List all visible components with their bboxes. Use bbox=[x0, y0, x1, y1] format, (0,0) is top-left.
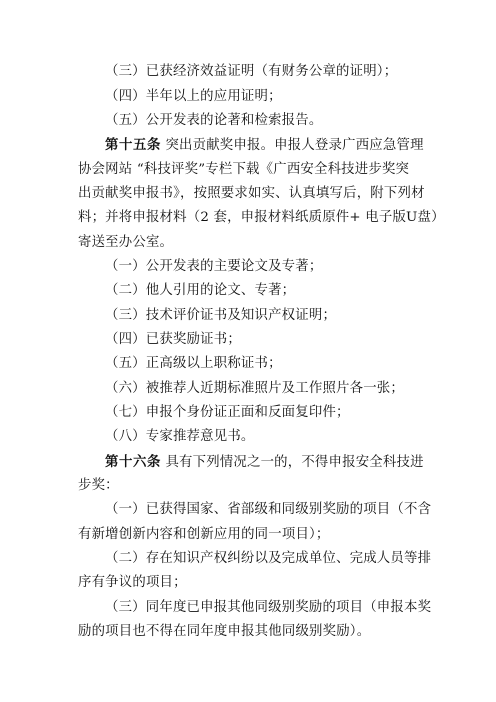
line-text: （三）已获经济效益证明（有财务公章的证明）； bbox=[105, 64, 398, 79]
line-text: （一）已获得国家、省部级和同级别奖励的项目（不含 bbox=[105, 502, 432, 517]
document-line bbox=[105, 259, 322, 275]
line-text: 步奖： bbox=[78, 478, 119, 493]
line-text: 励的项目也不得在同年度申报其他同级别奖励）。 bbox=[78, 624, 371, 639]
document-line bbox=[105, 502, 431, 518]
document-line bbox=[105, 89, 282, 105]
line-text: 具有下列情况之一的，不得申报安全科技进 bbox=[165, 455, 424, 470]
line-text: （五）公开发表的论著和检索报告。 bbox=[105, 113, 323, 128]
line-text: （二）存在知识产权纠纷以及完成单位、完成人员等排 bbox=[105, 551, 432, 566]
document-line bbox=[105, 283, 295, 299]
document-line bbox=[105, 429, 255, 445]
document-line bbox=[78, 186, 425, 202]
line-text: 协会网站 “科技评奖”专栏下载《广西安全科技进步奖突 bbox=[78, 162, 410, 177]
line-text: 料；并将申报材料（2 套，申报材料纸质原件+ 电子版U盘） bbox=[78, 210, 445, 225]
article-label: 第十六条 bbox=[105, 454, 161, 470]
line-text: 突出贡献奖申报。申报人登录广西应急管理 bbox=[165, 138, 424, 153]
line-text: 出贡献奖申报书》，按照要求如实、认真填写后，附下列材 bbox=[78, 186, 425, 201]
line-text: （三）同年度已申报其他同级别奖励的项目（申报本奖 bbox=[105, 600, 432, 615]
line-text: （六）被推荐人近期标准照片及工作照片各一张； bbox=[105, 381, 404, 396]
document-line bbox=[105, 64, 397, 80]
document-line bbox=[78, 575, 187, 591]
document-line bbox=[105, 600, 431, 616]
document-line bbox=[105, 332, 241, 348]
line-text: （四）已获奖励证书； bbox=[105, 332, 241, 347]
article-heading-line bbox=[105, 137, 424, 154]
line-text: 有新增创新内容和创新应用的同一项目）； bbox=[78, 527, 330, 542]
document-line bbox=[105, 405, 350, 421]
line-text: （八）专家推荐意见书。 bbox=[105, 429, 255, 444]
line-text: 寄送至办公室。 bbox=[78, 235, 174, 250]
document-line bbox=[105, 356, 282, 372]
document-line bbox=[105, 551, 431, 567]
line-text: （五）正高级以上职称证书； bbox=[105, 356, 282, 371]
document-line bbox=[105, 381, 404, 397]
line-text: （三）技术评价证书及知识产权证明； bbox=[105, 308, 337, 323]
line-text: （七）申报个身份证正面和反面复印件； bbox=[105, 405, 350, 420]
document-line bbox=[78, 624, 370, 640]
article-label: 第十五条 bbox=[105, 137, 161, 153]
document-line bbox=[78, 162, 409, 178]
line-text: （一）公开发表的主要论文及专著； bbox=[105, 259, 323, 274]
document-line bbox=[78, 478, 119, 494]
document-line bbox=[105, 308, 336, 324]
line-text: 序有争议的项目； bbox=[78, 575, 187, 590]
document-line bbox=[78, 235, 173, 251]
document-line bbox=[78, 210, 445, 226]
line-text: （二）他人引用的论文、专著； bbox=[105, 283, 296, 298]
document-line bbox=[105, 113, 322, 129]
article-heading-line bbox=[105, 454, 424, 471]
line-text: （四）半年以上的应用证明； bbox=[105, 89, 282, 104]
document-line bbox=[78, 527, 330, 543]
